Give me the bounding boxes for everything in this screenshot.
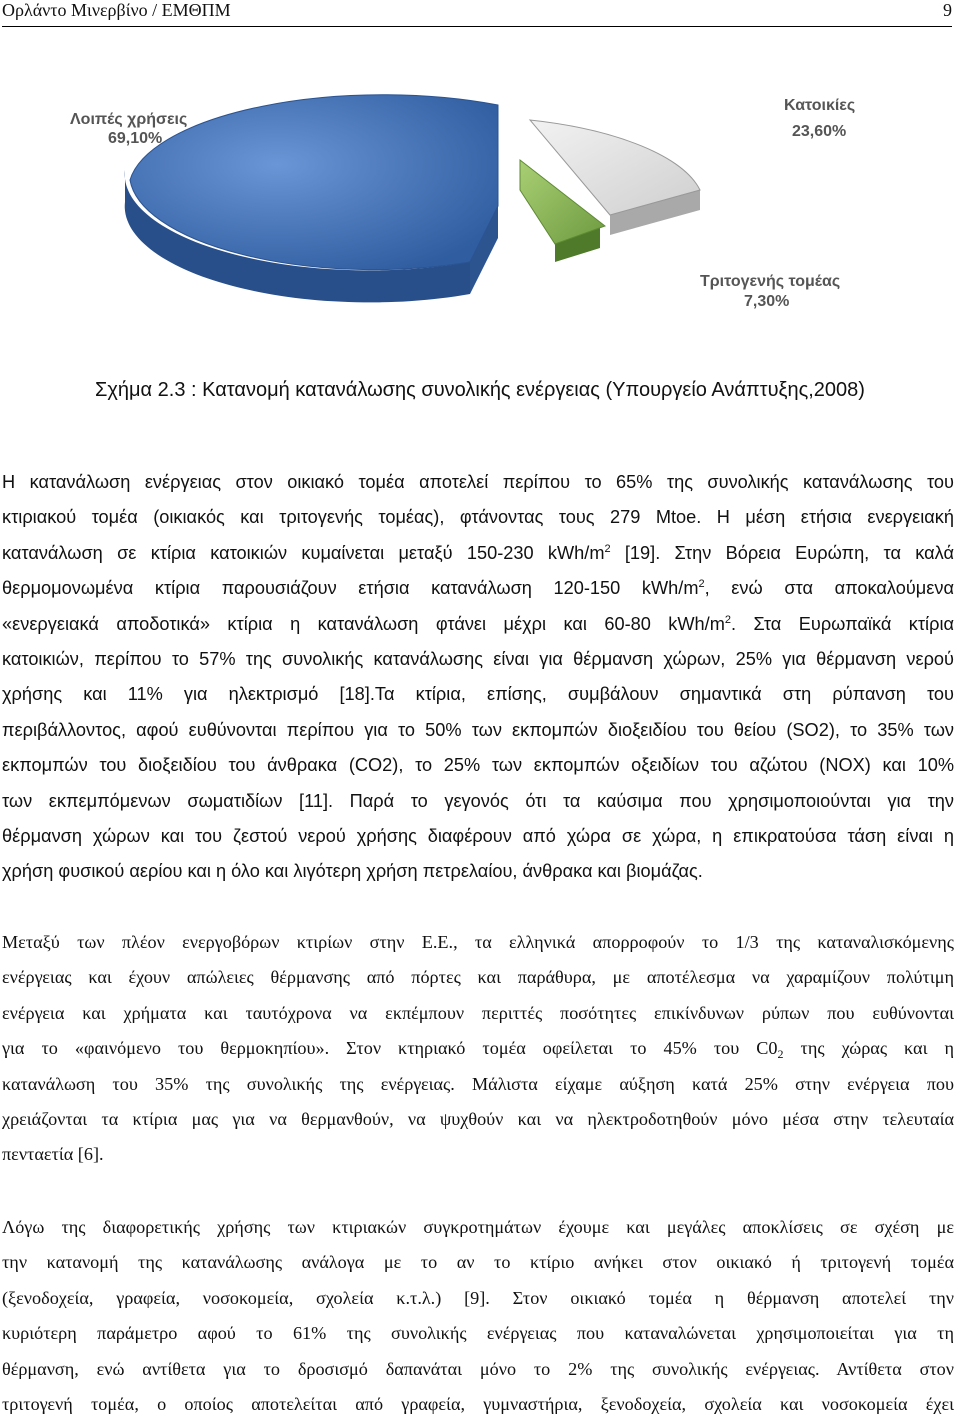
label-tertiary-name: Τριτογενής τομέας	[700, 273, 841, 290]
header-author: Ορλάντο Μινερβίνο / ΕΜΘΠΜ	[2, 0, 231, 20]
label-residences-name: Κατοικίες	[784, 97, 856, 114]
paragraph-2	[2, 925, 954, 1173]
text-line: Λόγω της διαφορετικής χρήσης των κτιριακών συγκροτημάτων έχουμε και μεγάλες αποκλίσεις σε σχέση με	[2, 1217, 954, 1237]
text-line: κυριότερη παράμετρο αφού το 61% της συνολικής ενέργειας που καταναλώνεται χρησιμοποιείται για τη	[2, 1323, 954, 1344]
text-line: χρήσης και 11% για ηλεκτρισμό [18].Τα κτίρια, επίσης, συμβάλουν σημαντικά στη ρύπανση του	[2, 684, 954, 705]
text-line: περιβάλλοντος, αφού ευθύνονται περίπου για το 50% των εκπομπών διοξειδίου του θείου (SO2), το 35% των	[2, 719, 954, 740]
text-line: Μεταξύ των πλέον ενεργοβόρων κτιρίων στην Ε.Ε., τα ελληνικά απορροφούν το 1/3 της καταναλισκόμενης	[2, 932, 954, 952]
figure-caption: Σχήμα 2.3 : Κατανομή κατανάλωσης συνολικής ενέργειας (Υπουργείο Ανάπτυξης,2008)	[95, 379, 865, 401]
pie-chart	[0, 62, 960, 352]
text-line: ενέργειας και έχουν απώλειες θέρμανσης από πόρτες και παράθυρα, με αποτέλεσμα να χαραμίζουν πολύτιμη	[2, 967, 954, 988]
text-line: για το «φαινόμενο του θερμοκηπίου». Στον κτηριακό τομέα οφείλεται το 45% του $C0_2$ της χώρας και η	[2, 1038, 954, 1062]
text-line: θέρμανση χώρων και του ζεστού νερού χρήσης διαφέρουν από χώρα σε χώρα, η επικρατούσα τάση είναι η	[2, 825, 954, 846]
text-line: κατοικιών, περίπου το 57% της συνολικής κατανάλωσης είναι για θέρμανση χώρων, 25% για θέρμανση νερού	[2, 648, 954, 669]
label-other-uses-value: 69,10%	[108, 130, 163, 147]
page-header	[2, 0, 952, 27]
text-line: πενταετία [6].	[2, 1144, 104, 1165]
label-tertiary-value: 7,30%	[744, 293, 790, 310]
text-line: (ξενοδοχεία, γραφεία, νοσοκομεία, σχολεία κ.τ.λ.) [9]. Στον οικιακό τομέα η θέρμανση αποτελεί την	[2, 1287, 954, 1308]
text-line: κατανάλωση σε κτίρια κατοικιών κυμαίνεται μεταξύ 150-230 kWh/$m^2$ [19]. Στην Βόρεια Ευρώπη, τα καλά	[2, 542, 954, 563]
text-line: κτιριακού τομέα (οικιακός και τριτογενής τομέας), φτάνοντας τους 279 Mtoe. Η μέση ετήσια ενεργειακή	[2, 507, 954, 528]
text-line: τριτογενή τομέα, ο οποίος αποτελείται από γραφεία, γυμναστήρια, ξενοδοχεία, σχολεία και νοσοκομεία έχει	[2, 1393, 954, 1414]
label-other-uses-name: Λοιπές χρήσεις	[70, 111, 188, 128]
text-line: την κατανομή της κατανάλωσης ανάλογα με το αν το κτίριο ανήκει στον οικιακό ή τριτογενή τομέα	[2, 1252, 954, 1273]
text-line: χρειάζονται τα κτίρια μας για να θερμανθούν, να ψυχθούν και να ηλεκτροδοτηθούν μόνο μέσα στην τελευταία	[2, 1108, 954, 1129]
text-line: των εκπεμπόμενων σωματιδίων [11]. Παρά το γεγονός ότι τα καύσιμα που χρησιμοποιούνται για την	[2, 790, 954, 811]
text-line: «ενεργειακά αποδοτικά» κτίρια η κατανάλωση φτάνει μέχρι και 60-80 kWh/$m^2$. Στα Ευρωπαϊκά κτίρια	[2, 613, 954, 634]
text-line: ενέργεια και χρήματα και ταυτόχρονα να εκπέμπουν περιττές ποσότητες επικίνδυνων ρύπων που ευθύνονται	[2, 1002, 954, 1023]
label-residences-value: 23,60%	[792, 123, 847, 140]
text-line: κατανάλωση του 35% της συνολικής της ενέργειας. Μάλιστα είχαμε αύξηση κατά 25% στην ενέργεια που	[2, 1073, 954, 1094]
paragraph-3	[2, 1210, 954, 1422]
text-line: εκπομπών του διοξειδίου του άνθρακα (CO2), το 25% των εκπομπών οξειδίων του αζώτου (NOX) και 10%	[2, 755, 954, 776]
page-number: 9	[943, 0, 952, 20]
text-line: χρήση φυσικού αερίου και η όλο και λιγότερη χρήση πετρελαίου, άνθρακα και βιομάζας.	[2, 861, 703, 882]
paragraph-1	[2, 465, 954, 890]
text-line: θέρμανση, ενώ αντίθετα για το δροσισμό δαπανάται μόνο το 2% της συνολικής ενέργειας. Αντίθετα στον	[2, 1358, 954, 1379]
text-line: Η κατανάλωση ενέργειας στον οικιακό τομέα αποτελεί περίπου το 65% της συνολικής κατανάλωσης του	[2, 472, 954, 492]
text-line: θερμομονωμένα κτίρια παρουσιάζουν ετήσια κατανάλωση 120-150 kWh/$m^2$, ενώ στα αποκαλούμενα	[2, 578, 954, 599]
